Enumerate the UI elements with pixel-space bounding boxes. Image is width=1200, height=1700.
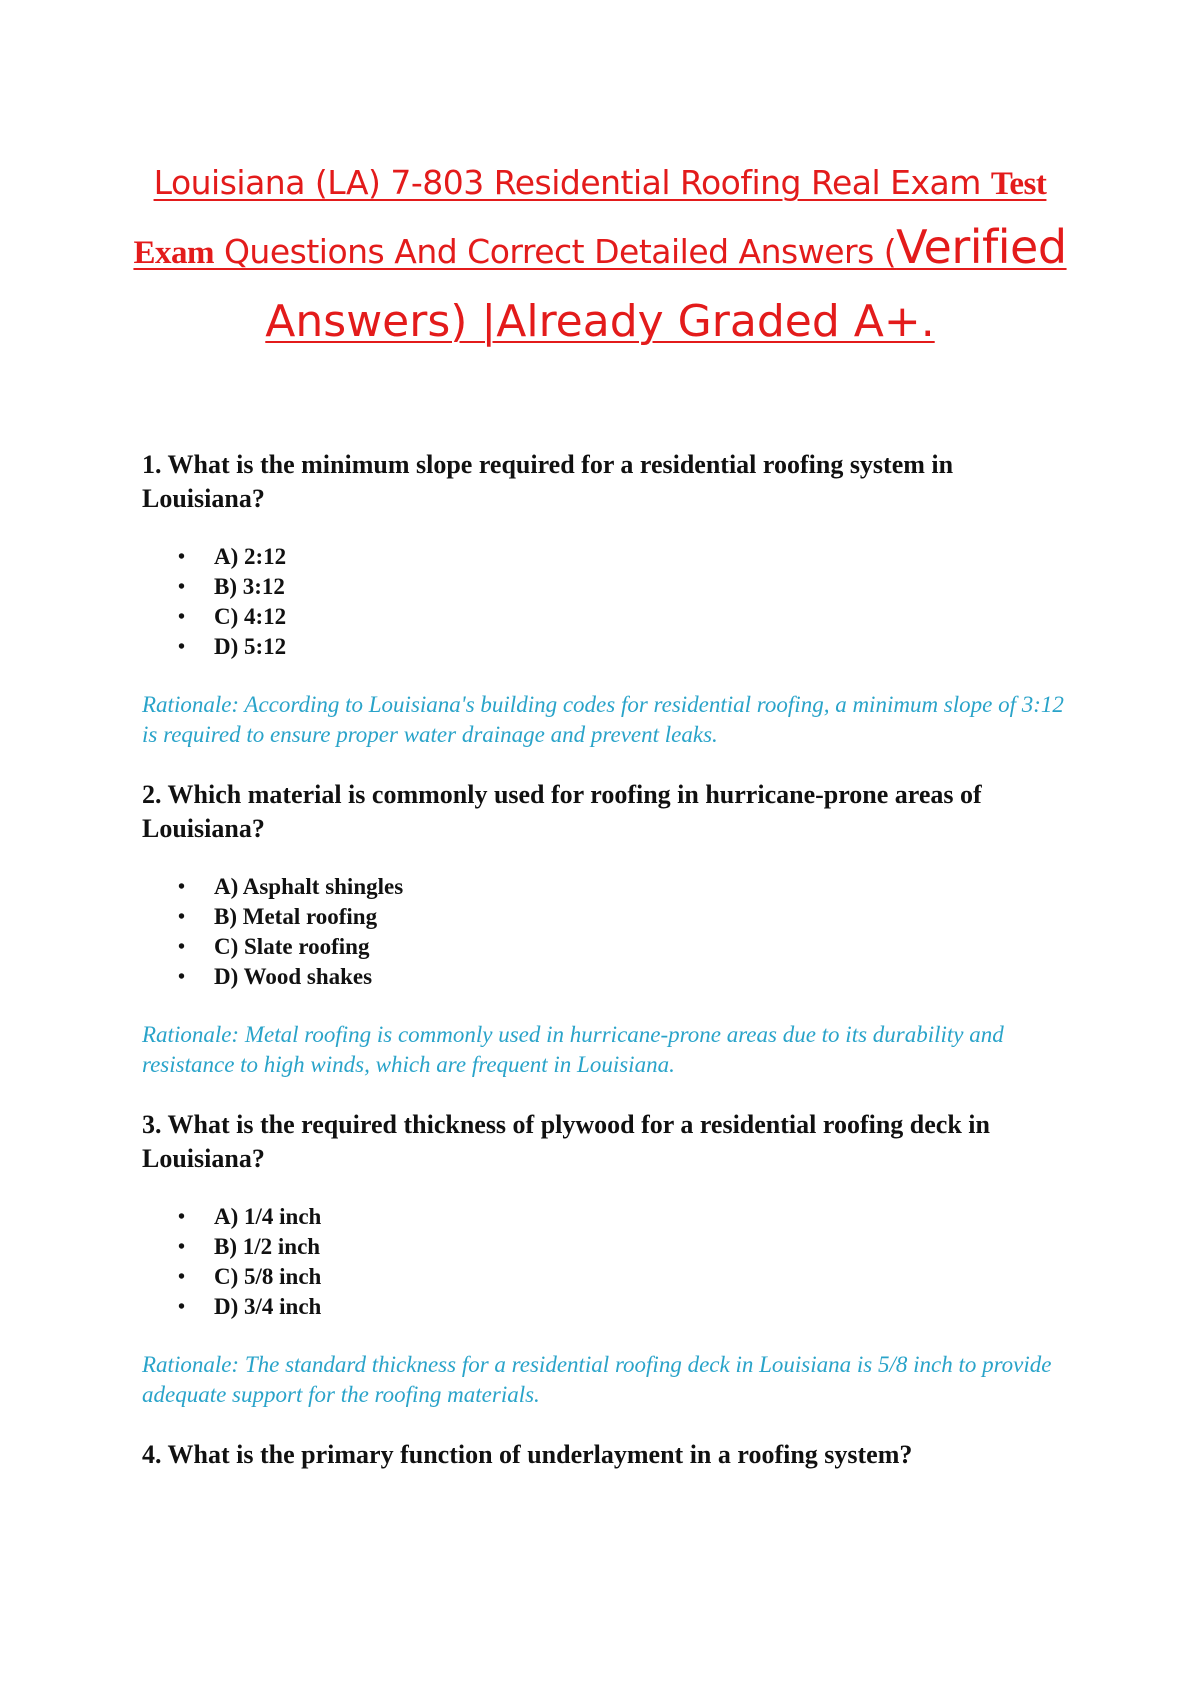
bullet-icon: •: [178, 936, 186, 958]
title-text: Answers) |Already Graded A+.: [265, 296, 935, 347]
question-text: 4. What is the primary function of underlayment in a roofing system?: [142, 1440, 913, 1469]
option-item: [178, 1202, 1072, 1232]
option-label: C) 5/8 inch: [214, 1264, 322, 1289]
option-item: [178, 1262, 1072, 1292]
bullet-icon: •: [178, 966, 186, 988]
option-item: [178, 932, 1072, 962]
document-title: [100, 158, 1100, 357]
bullet-icon: •: [178, 1236, 186, 1258]
rationale-text: Rationale: The standard thickness for a residential roofing deck in Louisiana is 5/8 inch to provide adequate support for the roofing materials.: [142, 1352, 1052, 1407]
bullet-icon: •: [178, 546, 186, 568]
title-text: Questions And Correct Detailed Answers (: [213, 232, 897, 271]
option-label: B) Metal roofing: [214, 904, 378, 929]
title-line-2: [100, 217, 1100, 283]
question-text: 2. Which material is commonly used for roofing in hurricane-prone areas of Louisiana?: [142, 780, 982, 843]
bullet-icon: •: [178, 1296, 186, 1318]
bullet-icon: •: [178, 1206, 186, 1228]
rationale-text: Rationale: According to Louisiana's building codes for residential roofing, a minimum slope of 3:12 is required to ensure proper water drainage and prevent leaks.: [142, 692, 1064, 747]
option-item: [178, 632, 1072, 662]
option-item: [178, 872, 1072, 902]
bullet-icon: •: [178, 606, 186, 628]
option-label: C) Slate roofing: [214, 934, 370, 959]
options-list: [142, 542, 1072, 662]
option-label: D) 5:12: [214, 634, 287, 659]
bullet-icon: •: [178, 636, 186, 658]
option-label: B) 1/2 inch: [214, 1234, 321, 1259]
title-line-3: [100, 287, 1100, 357]
title-big-text: Verified: [896, 220, 1067, 274]
option-item: [178, 572, 1072, 602]
title-text: Louisiana (LA) 7-803 Residential Roofing Real Exam: [153, 163, 991, 202]
questions-section: [142, 448, 1072, 1500]
question-block-3: [142, 1108, 1072, 1410]
question-block-1: [142, 448, 1072, 750]
bullet-icon: •: [178, 576, 186, 598]
bullet-icon: •: [178, 1266, 186, 1288]
bullet-icon: •: [178, 876, 186, 898]
option-item: [178, 1232, 1072, 1262]
option-label: A) Asphalt shingles: [214, 874, 404, 899]
option-item: [178, 542, 1072, 572]
question-block-2: [142, 778, 1072, 1080]
question-block-4: [142, 1438, 1072, 1472]
option-label: D) 3/4 inch: [214, 1294, 322, 1319]
option-item: [178, 902, 1072, 932]
option-label: A) 1/4 inch: [214, 1204, 322, 1229]
option-label: D) Wood shakes: [214, 964, 373, 989]
rationale-text: Rationale: Metal roofing is commonly used in hurricane-prone areas due to its durability and resistance to high winds, which are frequent in Louisiana.: [142, 1022, 1004, 1077]
bullet-icon: •: [178, 906, 186, 928]
option-item: [178, 962, 1072, 992]
option-label: C) 4:12: [214, 604, 287, 629]
option-label: A) 2:12: [214, 544, 287, 569]
title-bold-text: Test: [990, 166, 1047, 202]
option-item: [178, 1292, 1072, 1322]
option-label: B) 3:12: [214, 574, 285, 599]
title-line-1: [100, 158, 1100, 209]
question-text: 1. What is the minimum slope required for a residential roofing system in Louisiana?: [142, 450, 954, 513]
option-item: [178, 602, 1072, 632]
options-list: [142, 1202, 1072, 1322]
options-list: [142, 872, 1072, 992]
question-text: 3. What is the required thickness of plywood for a residential roofing deck in Louisiana?: [142, 1110, 990, 1173]
title-bold-text: Exam: [133, 235, 214, 271]
